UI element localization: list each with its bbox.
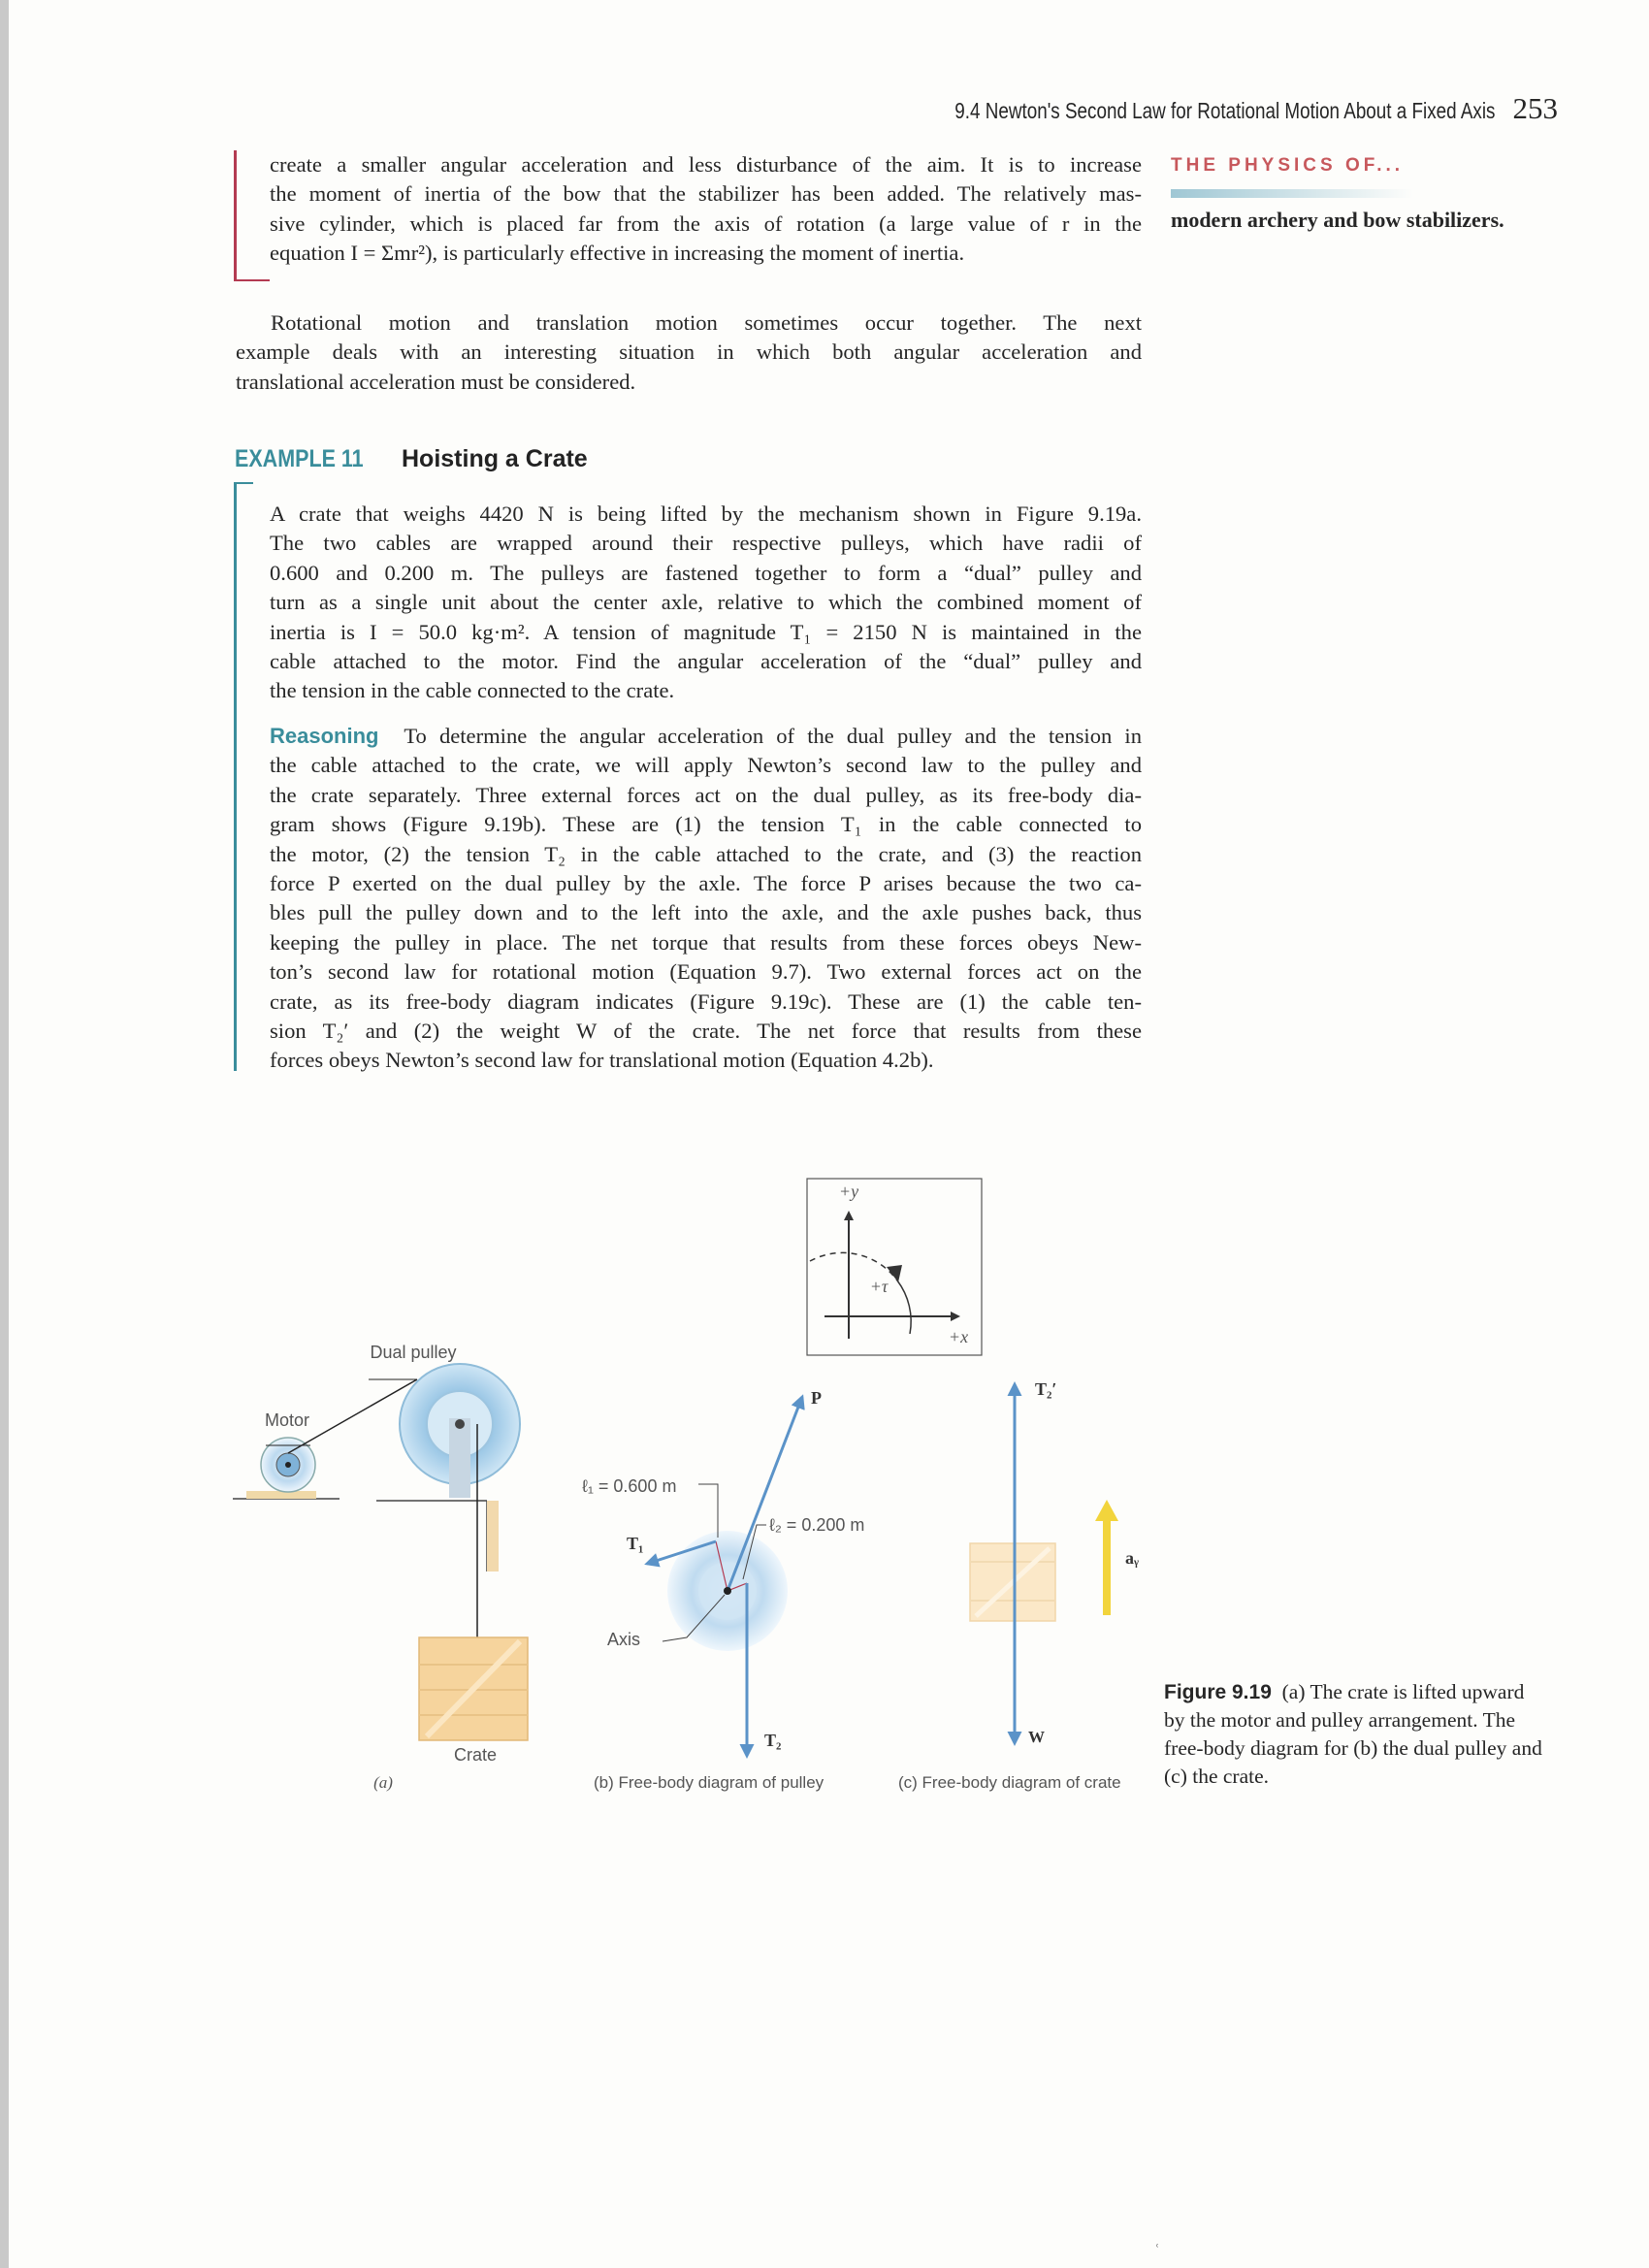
text-line: the motor, (2) the tension T₂ in the cable attached to the crate, and (3) the reaction [270, 841, 1142, 866]
dual-pulley-label: Dual pulley [370, 1343, 457, 1362]
axis-label: Axis [607, 1630, 641, 1649]
text-line: sion T₂′ and (2) the weight W of the crate. The net force that results from these [270, 1019, 1142, 1044]
text-line: The two cables are wrapped around their respective pulleys, which have radii of [270, 531, 1142, 556]
text-line: forces obeys Newton’s second law for translational motion (Equation 4.2b). [270, 1048, 934, 1073]
example-marker-bar [234, 482, 237, 1071]
text-line: keeping the pulley in place. The net torque that results from these forces obeys New- [270, 929, 1142, 955]
text-line: ton’s second law for rotational motion (Equation 9.7). Two external forces act on the [270, 959, 1142, 985]
figure-drawing [223, 1164, 1164, 1804]
example-marker-top [234, 482, 253, 484]
text-line: the tension in the cable connected to the crate. [270, 678, 675, 703]
text-line: To determine the angular acceleration of the dual pulley and the tension in [404, 724, 1142, 748]
text-line: inertia is I = 50.0 kg·m². A tension of magnitude T₁ = 2150 N is maintained in the [270, 619, 1142, 644]
example-title: Hoisting a Crate [402, 445, 588, 472]
pulley-support [449, 1418, 470, 1498]
physics-of-rule [1171, 189, 1413, 198]
text-line: create a smaller angular acceleration and less disturbance of the aim. It is to increase [270, 152, 1142, 177]
page-number: 253 [1512, 91, 1558, 125]
crate-label: Crate [453, 1745, 498, 1765]
plus-tau-label: +τ [869, 1277, 889, 1296]
stray-margin-mark: ʿ [1154, 2241, 1160, 2260]
l1-label: ℓ₁ = 0.600 m [582, 1476, 677, 1496]
example-number: EXAMPLE 11 [235, 445, 364, 472]
motor-base [246, 1491, 316, 1499]
ay-arrow-head [1095, 1500, 1118, 1521]
text-line: sive cylinder, which is placed far from the axis of rotation (a large value of r in the [270, 211, 1142, 236]
section-title: 9.4 Newton's Second Law for Rotational Motion About a Fixed Axis [954, 98, 1496, 123]
plus-y-label: +y [838, 1182, 859, 1201]
intro-paragraph [270, 150, 1142, 269]
axis-point [724, 1587, 731, 1595]
text-line: bles pull the pulley down and to the left into the axle, and the axle pushes back, thus [270, 900, 1142, 925]
t1-label: T₁ [627, 1534, 644, 1553]
part-b-label: (b) Free-body diagram of pulley [594, 1773, 824, 1792]
reasoning-heading: Reasoning [270, 724, 379, 748]
text-line: 0.600 and 0.200 m. The pulleys are fastened together to form a “dual” pulley and [270, 560, 1142, 585]
physics-marker-bar [234, 150, 237, 281]
figure-caption [1164, 1678, 1544, 1791]
text-line: the moment of inertia of the bow that the stabilizer has been added. The relatively mas- [270, 181, 1142, 207]
ay-label: aᵧ [1125, 1548, 1140, 1568]
figure-caption-text: (a) The crate is lifted upward by the motor and pulley arrangement. The free-body diagram for (b) the dual pulley and (c) the crate. [1164, 1680, 1542, 1788]
pulley-axle [455, 1419, 465, 1429]
physics-of-label: THE PHYSICS OF... [1171, 155, 1405, 176]
panel-a [233, 1343, 528, 1792]
example-problem [270, 500, 1142, 706]
text-line: crate, as its free-body diagram indicates (Figure 9.19c). These are (1) the cable ten- [270, 988, 1142, 1014]
text-line: cable attached to the motor. Find the angular acceleration of the “dual” pulley and [270, 649, 1142, 674]
sign-convention-box [807, 1179, 982, 1355]
l2-label: ℓ₂ = 0.200 m [769, 1515, 865, 1535]
figure-9-19 [223, 1164, 1164, 1804]
text-line: turn as a single unit about the center axle, relative to which the combined moment of [270, 590, 1142, 615]
t2-label: T₂ [764, 1731, 782, 1750]
example-reasoning [270, 722, 1142, 1076]
text-line: Rotational motion and translation motion sometimes occur together. The next [271, 310, 1142, 335]
motor-label: Motor [264, 1410, 310, 1430]
text-line: equation I = Σmr²), is particularly effective in increasing the moment of inertia. [270, 241, 965, 266]
physics-marker-foot [234, 279, 270, 281]
plus-x-label: +x [948, 1327, 969, 1346]
t2-prime-label: T₂′ [1035, 1379, 1057, 1399]
part-c-label: (c) Free-body diagram of crate [898, 1773, 1121, 1792]
figure-caption-label: Figure 9.19 [1164, 1681, 1272, 1703]
text-line: translational acceleration must be considered. [236, 369, 636, 394]
text-line: the crate separately. Three external forces act on the dual pulley, as its free-body dia- [270, 782, 1142, 807]
physics-of-topic: modern archery and bow stabilizers. [1171, 208, 1504, 232]
text-line: A crate that weighs 4420 N is being lifted by the mechanism shown in Figure 9.19a. [270, 502, 1142, 526]
text-line: force P exerted on the dual pulley by the axle. The force P arises because the two ca- [270, 871, 1142, 896]
part-a-label: (a) [373, 1773, 393, 1792]
running-header [679, 91, 1558, 126]
text-line: example deals with an interesting situation in which both angular acceleration and [236, 340, 1142, 365]
transition-paragraph [236, 308, 1142, 397]
text-line: gram shows (Figure 9.19b). These are (1) the tension T₁ in the cable connected to [270, 812, 1142, 837]
page-edge [0, 0, 9, 2268]
p-label: P [811, 1388, 822, 1408]
panel-b [582, 1388, 864, 1792]
panel-c [898, 1379, 1139, 1792]
text-line: the cable attached to the crate, we will apply Newton’s second law to the pulley and [270, 753, 1142, 778]
ay-arrow-shaft [1103, 1516, 1111, 1615]
w-label: W [1028, 1728, 1045, 1746]
